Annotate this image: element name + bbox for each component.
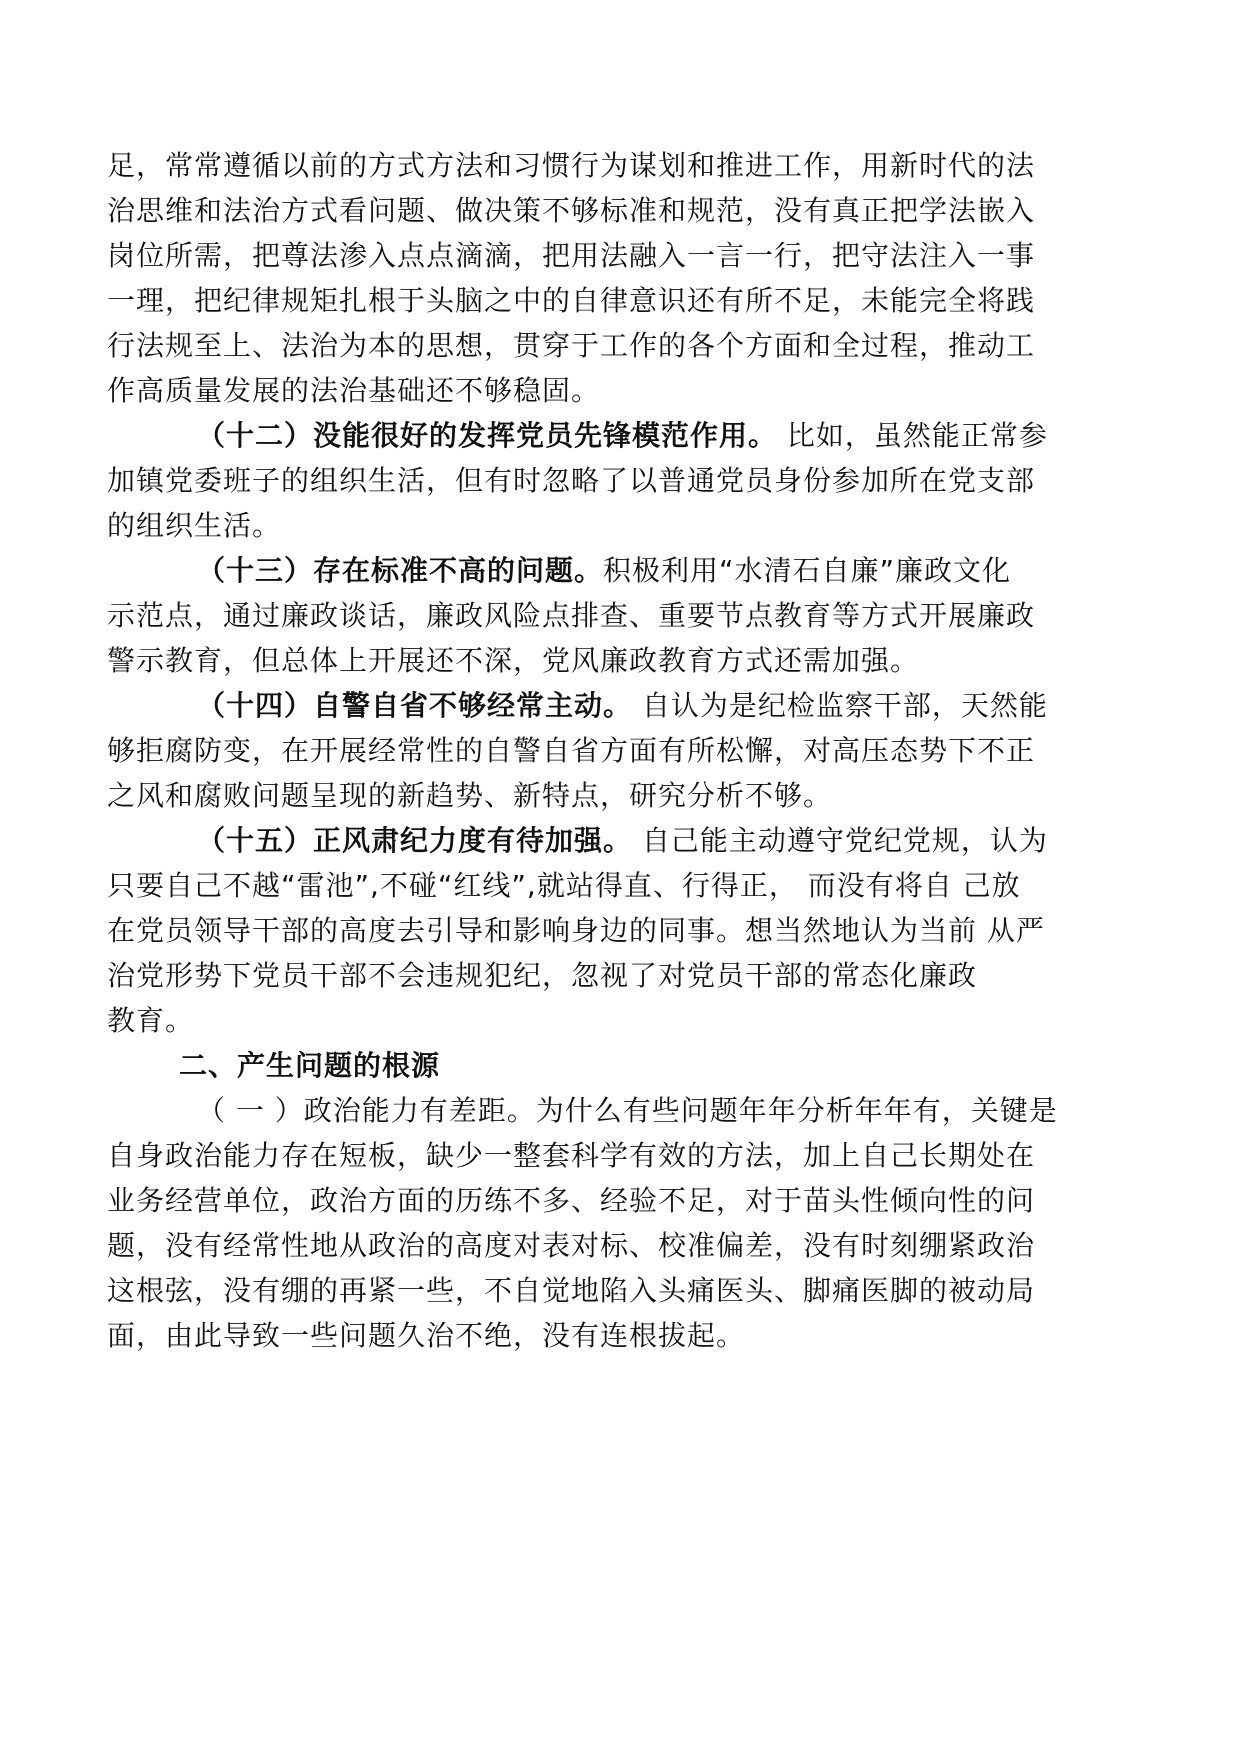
paragraph-line: 在党员领导干部的高度去引导和影响身边的同事。想当然地认为当前 从严 <box>107 914 1045 947</box>
section-13-text: 积极利用“水清石自廉”廉政文化 <box>603 554 1012 587</box>
paragraph-line: 业务经营单位，政治方面的历练不多、经验不足，对于苗头性倾向性的问 <box>107 1184 1036 1217</box>
section-15-heading: （十五）正风肃纪力度有待加强。 <box>197 824 633 857</box>
paragraph-line: 面，由此导致一些问题久治不绝，没有连根拔起。 <box>107 1319 746 1352</box>
paragraph-line: 行法规至上、法治为本的思想，贯穿于工作的各个方面和全过程，推动工 <box>107 329 1036 362</box>
paragraph-line: 只要自己不越“雷池”,不碰“红线”,就站得直、行得正， 而没有将自 己放 <box>107 869 1021 902</box>
section-12-line <box>107 413 1137 458</box>
section-15-text: 自己能主动遵守党纪党规，认为 <box>632 824 1048 857</box>
section-12-heading: （十二）没能很好的发挥党员先锋模范作用。 <box>197 419 778 452</box>
paragraph-line: 治思维和法治方式看问题、做决策不够标准和规范，没有真正把学法嵌入 <box>107 194 1036 227</box>
subsection-1-line: （ 一 ）政治能力有差距。为什么有些问题年年分析年年有，关键是 <box>197 1094 1058 1127</box>
paragraph-line: 够拒腐防变，在开展经常性的自警自省方面有所松懈，对高压态势下不正 <box>107 734 1036 767</box>
paragraph-line: 作高质量发展的法治基础还不够稳固。 <box>107 374 601 407</box>
paragraph-line: 示范点，通过廉政谈话，廉政风险点排查、重要节点教育等方式开展廉政 <box>107 599 1036 632</box>
paragraph-line: 之风和腐败问题呈现的新趋势、新特点，研究分析不够。 <box>107 779 833 812</box>
body-text <box>107 143 1137 1358</box>
section-15-line <box>107 818 1137 863</box>
paragraph-line: 治党形势下党员干部不会违规犯纪，忽视了对党员干部的常态化廉政 <box>107 959 978 992</box>
paragraph-line: 加镇党委班子的组织生活，但有时忽略了以普通党员身份参加所在党支部 <box>107 464 1036 497</box>
section-14-line <box>107 683 1137 728</box>
section-13-line <box>107 548 1137 593</box>
paragraph-line: 的组织生活。 <box>107 509 282 542</box>
paragraph-line: 一理，把纪律规矩扎根于头脑之中的自律意识还有所不足，未能完全将践 <box>107 284 1036 317</box>
section-13-heading: （十三）存在标准不高的问题。 <box>197 554 604 587</box>
paragraph-line: 警示教育，但总体上开展还不深，党风廉政教育方式还需加强。 <box>107 644 920 677</box>
section-14-text: 自认为是纪检监察干部，天然能 <box>632 689 1048 722</box>
paragraph-line: 岗位所需，把尊法渗入点点滴滴，把用法融入一言一行，把守法注入一事 <box>107 239 1036 272</box>
paragraph-line: 这根弦，没有绷的再紧一些，不自觉地陷入头痛医头、脚痛医脚的被动局 <box>107 1274 1036 1307</box>
paragraph-line: 足，常常遵循以前的方式方法和习惯行为谋划和推进工作，用新时代的法 <box>107 149 1036 182</box>
paragraph-line: 题，没有经常性地从政治的高度对表对标、校准偏差，没有时刻绷紧政治 <box>107 1229 1036 1262</box>
paragraph-line: 自身政治能力存在短板，缺少一整套科学有效的方法，加上自己长期处在 <box>107 1139 1036 1172</box>
section-14-heading: （十四）自警自省不够经常主动。 <box>197 689 633 722</box>
section-heading-2: 二、产生问题的根源 <box>179 1049 441 1082</box>
paragraph-line: 教育。 <box>107 1004 195 1037</box>
section-12-text: 比如，虽然能正常参 <box>777 419 1048 452</box>
